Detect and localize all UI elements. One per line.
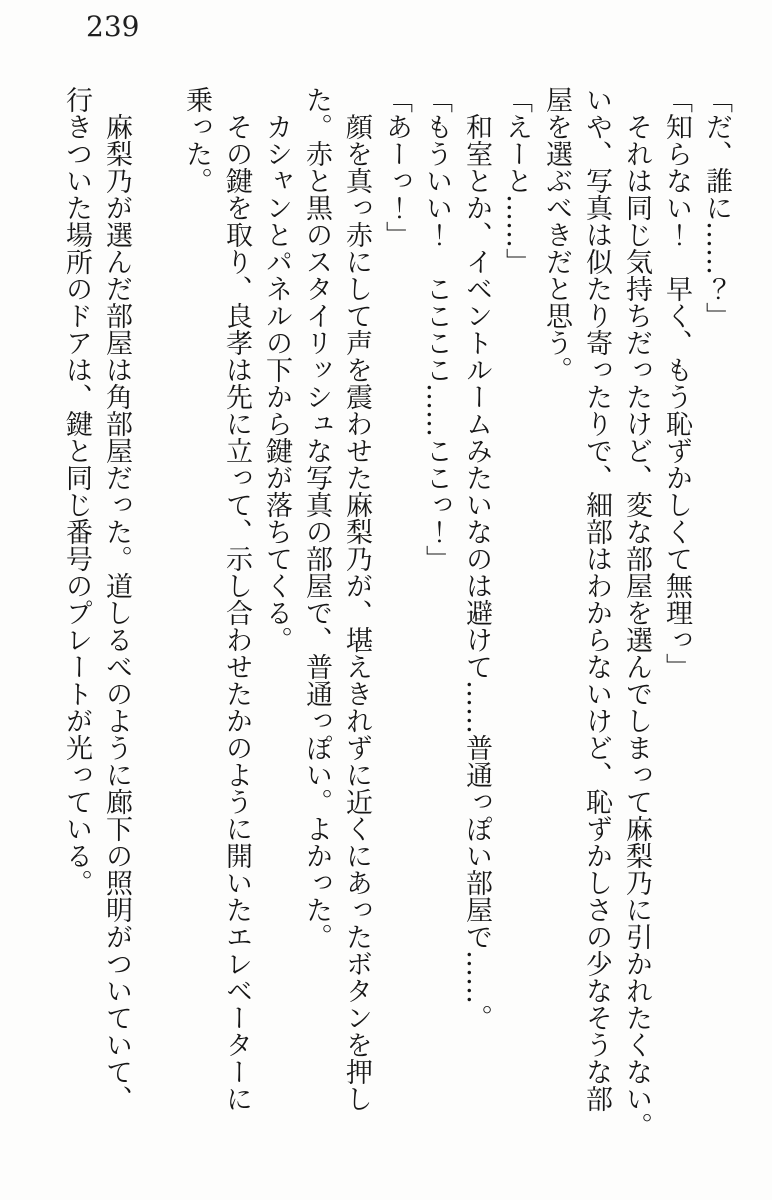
text-line-13: その鍵を取り、良孝は先に立って、示し合わせたかのように開いたエレベーターに (221, 113, 252, 1112)
text-line-9: 「あーっ！」 (381, 86, 412, 248)
text-line-3: それは同じ気持ちだったけど、変な部屋を選んでしまって麻梨乃に引かれたくない。 (621, 113, 652, 1139)
text-line-5: 屋を選ぶべきだと思う。 (541, 86, 572, 383)
text-line-6: 「えーと……」 (501, 86, 532, 275)
text-block (56, 86, 736, 1148)
text-line-16: 麻梨乃が選んだ部屋は角部屋だった。道しるべのように廊下の照明がついていて、 (101, 113, 132, 1112)
scene-break-line (136, 86, 176, 1148)
text-line-17: 行きついた場所のドアは、鍵と同じ番号のプレートが光っている。 (61, 86, 92, 896)
text-line-4: いや、写真は似たり寄ったりで、細部はわからないけど、恥ずかしさの少なそうな部 (581, 86, 612, 1112)
text-line-10: 顔を真っ赤にして声を震わせた麻梨乃が、堪えきれずに近くにあったボタンを押し (341, 113, 372, 1112)
text-line-2: 「知らない！ 早く、もう恥ずかしくて無理っ」 (661, 86, 692, 680)
text-line-11: た。赤と黒のスタイリッシュな写真の部屋で、普通っぽい。よかった。 (301, 86, 332, 950)
text-line-1: 「だ、誰に……？」 (701, 86, 732, 329)
text-line-8: 「もういい！ ここここ……ここっ！」 (421, 86, 452, 572)
text-line-7: 和室とか、イベントルームみたいなのは避けて……普通っぽい部屋で……。 (461, 113, 492, 1031)
text-line-14: 乗った。 (181, 86, 212, 194)
page-number: 239 (86, 10, 140, 43)
text-line-12: カシャンとパネルの下から鍵が落ちてくる。 (261, 113, 292, 653)
